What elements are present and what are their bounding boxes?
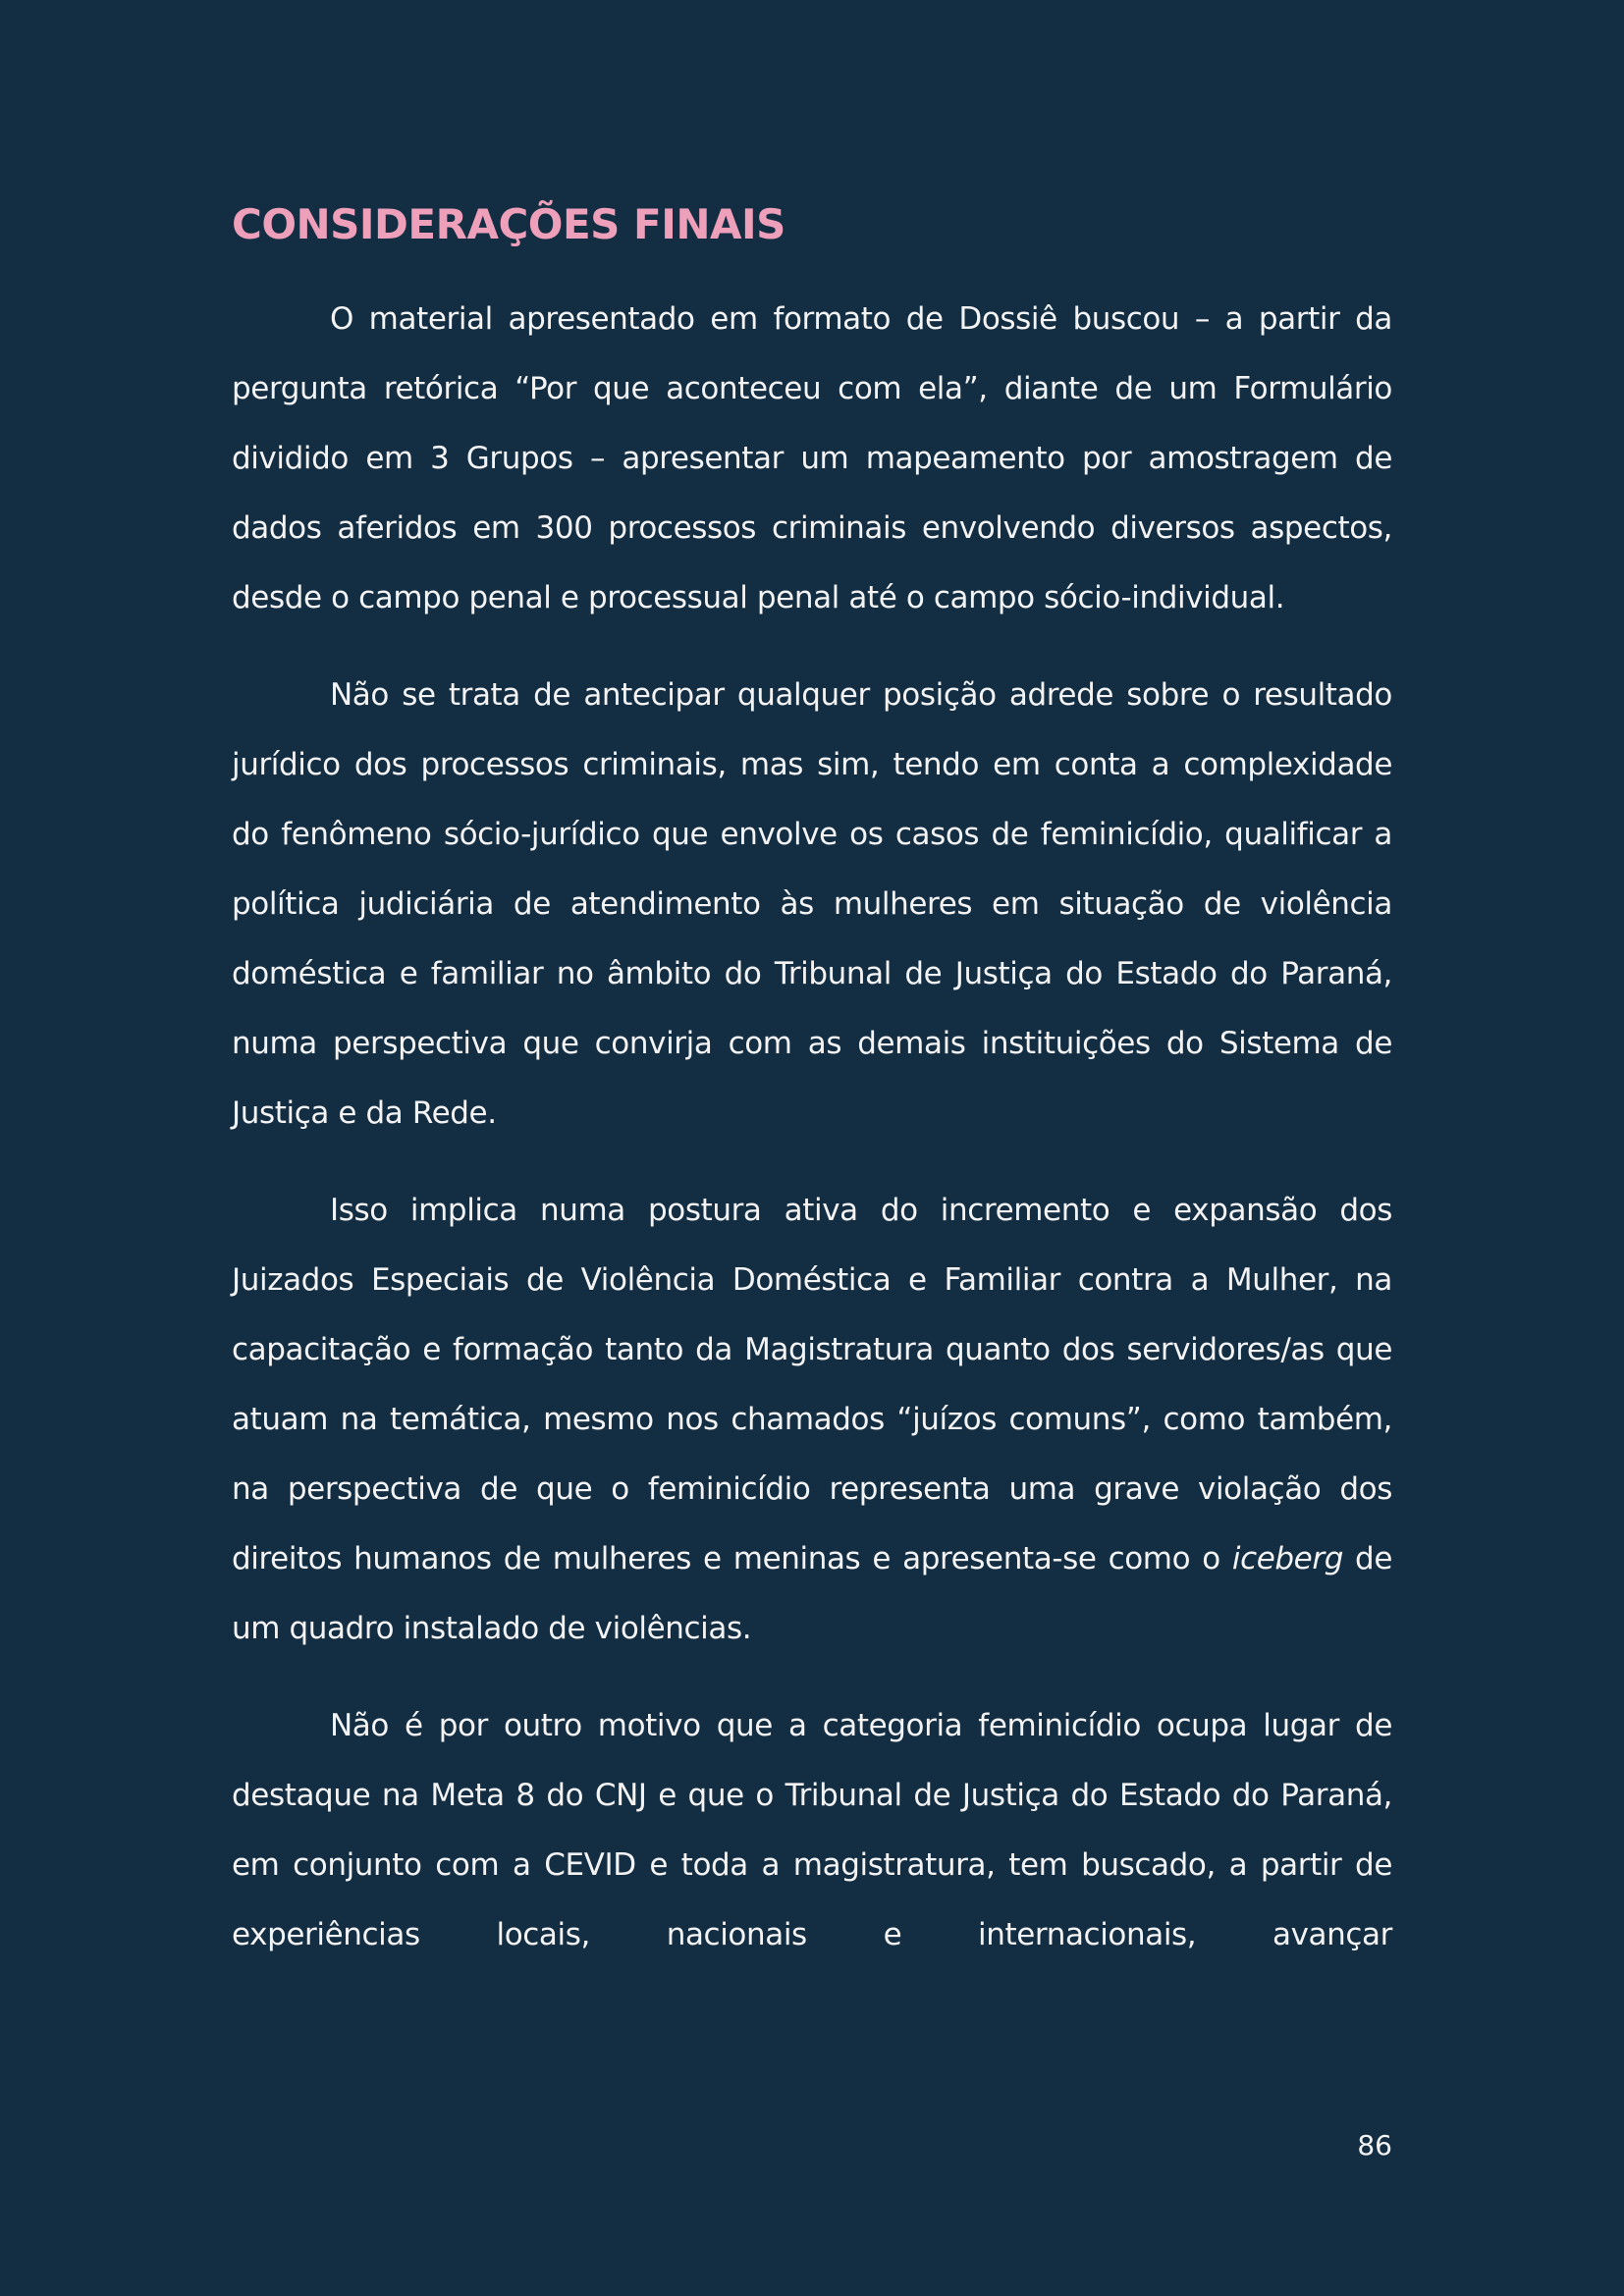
paragraph-3-text-end: de um quadro instalado de violências.	[232, 1541, 1392, 1646]
page-content	[232, 192, 1392, 1998]
paragraph-3-text: Isso implica numa postura ativa do incremento e expansão dos Juizados Especiais de Violência Doméstica e Familiar contra a Mulher, na capacitação e formação tanto da Magistratura quanto dos servidores/as que atuam na temática, mesmo nos chamados “juízos comuns”, como também, na perspectiva de que o feminicídio representa uma grave violação dos direitos humanos de mulheres e meninas e apresenta-se como o	[232, 1193, 1392, 1576]
paragraph-2: Não se trata de antecipar qualquer posição adrede sobre o resultado jurídico dos processos criminais, mas sim, tendo em conta a complexidade do fenômeno sócio-jurídico que envolve os casos de feminicídio, qualificar a política judiciária de atendimento às mulheres em situação de violência doméstica e familiar no âmbito do Tribunal de Justiça do Estado do Paraná, numa perspectiva que convirja com as demais instituições do Sistema de Justiça e da Rede.	[232, 677, 1392, 1131]
paragraph-3	[232, 1176, 1392, 1664]
paragraph-3-italic: iceberg	[1231, 1541, 1343, 1576]
paragraph-1: O material apresentado em formato de Dossiê buscou – a partir da pergunta retórica “Por que aconteceu com ela”, diante de um Formulário dividido em 3 Grupos – apresentar um mapeamento por amostragem de dados aferidos em 300 processos criminais envolvendo diversos aspectos, desde o campo penal e processual penal até o campo sócio-individual.	[232, 301, 1392, 615]
paragraph-4: Não é por outro motivo que a categoria feminicídio ocupa lugar de destaque na Meta 8 do CNJ e que o Tribunal de Justiça do Estado do Paraná, em conjunto com a CEVID e toda a magistratura, tem buscado, a partir de experiências locais, nacionais e internacionais, avançar	[232, 1708, 1392, 1952]
section-title: CONSIDERAÇÕES FINAIS	[232, 200, 785, 248]
page-number: 86	[1357, 2129, 1392, 2162]
